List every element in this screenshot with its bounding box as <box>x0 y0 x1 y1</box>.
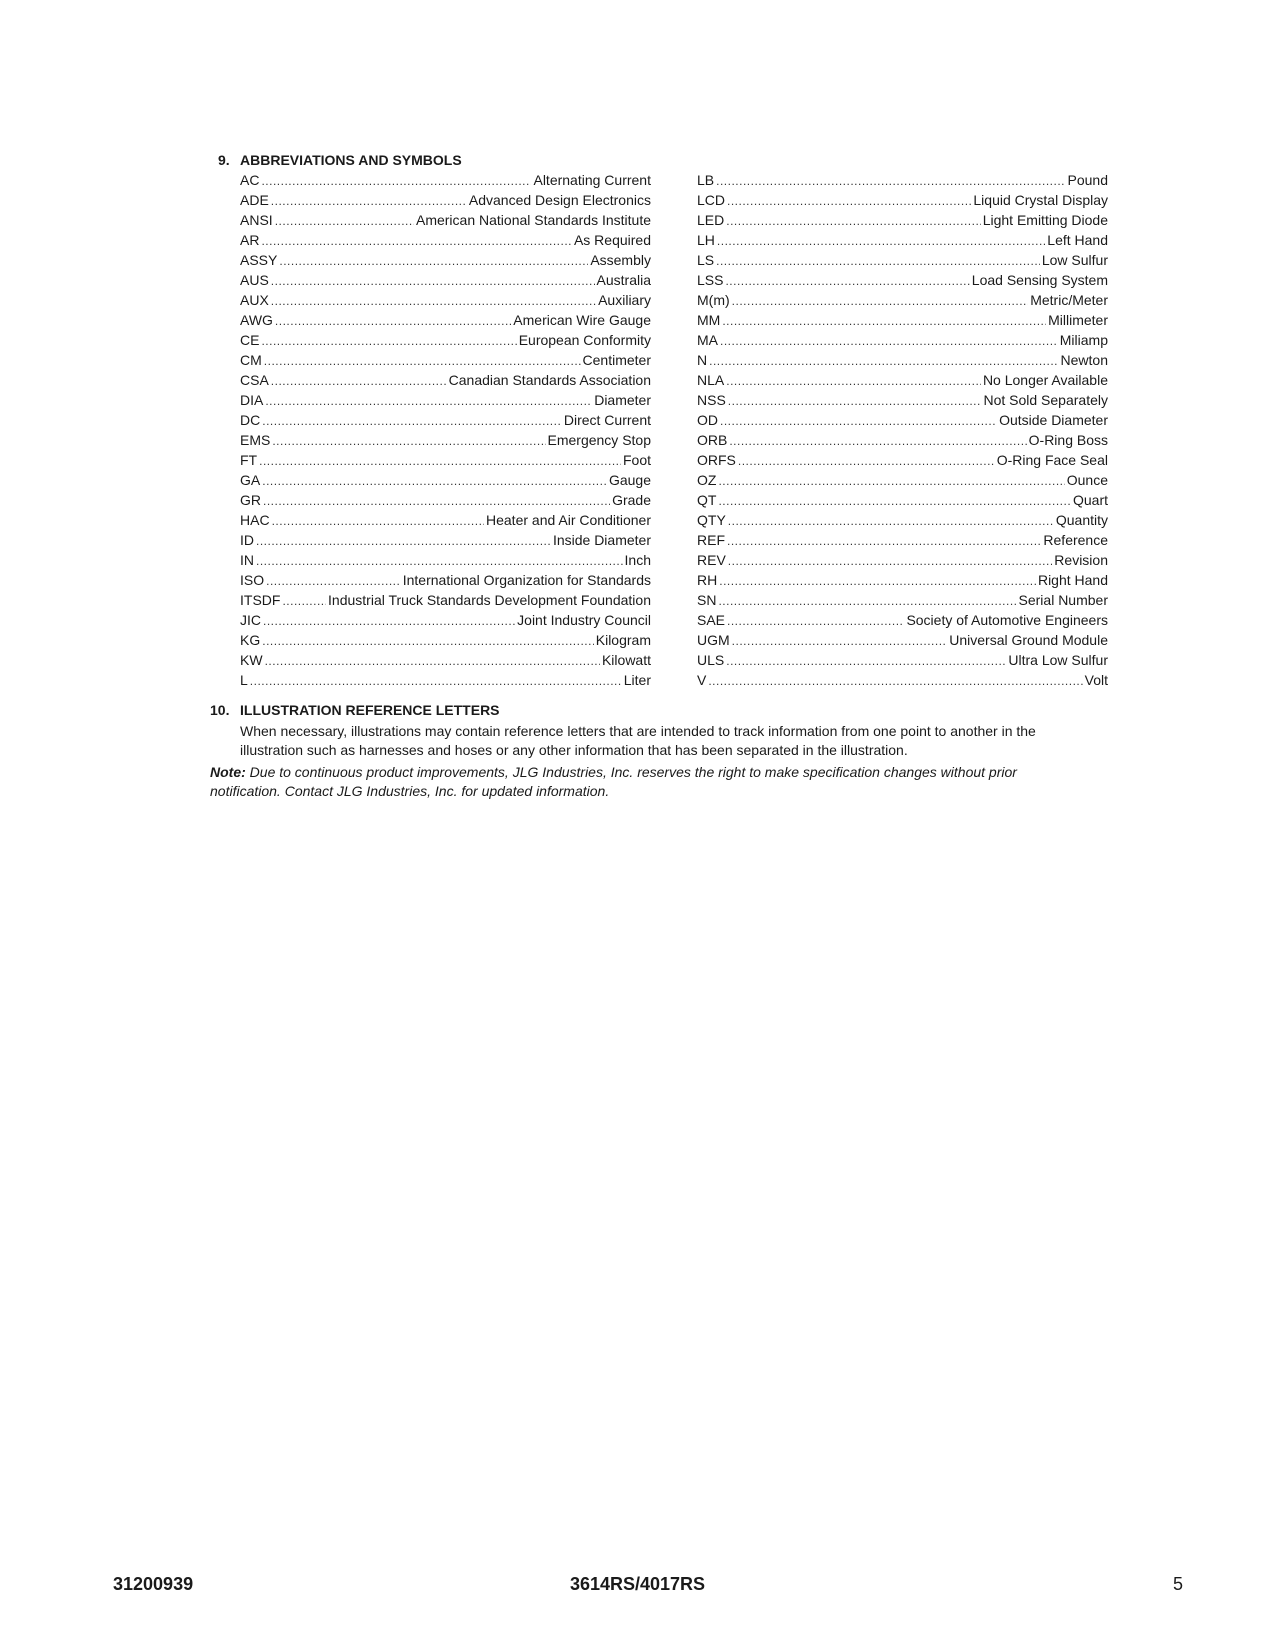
abbreviation-entry <box>697 570 1108 590</box>
section-heading <box>210 700 1100 720</box>
dot-leader <box>720 411 997 430</box>
dot-leader <box>716 251 1040 270</box>
abbreviation: MA <box>697 332 718 348</box>
abbreviation: SAE <box>697 612 726 628</box>
abbreviation-meaning: Load Sensing System <box>971 272 1108 288</box>
dot-leader <box>264 351 581 370</box>
abbreviation-meaning: Joint Industry Council <box>517 612 651 628</box>
abbreviation: OD <box>697 412 718 428</box>
abbreviation-meaning: Centimeter <box>582 352 651 368</box>
abbreviation-meaning: Low Sulfur <box>1041 252 1108 268</box>
abbreviation-entry <box>697 230 1108 250</box>
abbreviation-meaning: Millimeter <box>1048 312 1108 328</box>
dot-leader <box>720 331 1058 350</box>
section-number: 10. <box>210 702 230 718</box>
dot-leader <box>738 451 995 470</box>
abbreviation-meaning: O-Ring Boss <box>1028 432 1108 448</box>
abbreviation: ANSI <box>240 212 273 228</box>
abbreviation: JIC <box>240 612 261 628</box>
abbreviation-meaning: Gauge <box>608 472 651 488</box>
abbreviation: ORB <box>697 432 728 448</box>
dot-leader <box>275 311 511 330</box>
abbreviation-entry <box>240 410 651 430</box>
abbreviation: UGM <box>697 632 730 648</box>
dot-leader <box>728 511 1054 530</box>
dot-leader <box>271 371 447 390</box>
abbreviation-meaning: Right Hand <box>1037 572 1108 588</box>
abbreviation-entry <box>240 270 651 290</box>
abbreviation-meaning: Quantity <box>1055 512 1108 528</box>
abbreviation-meaning: Outside Diameter <box>999 412 1108 428</box>
abbreviation-meaning: Kilogram <box>595 632 651 648</box>
dot-leader <box>261 231 572 250</box>
abbreviations-left-column <box>240 170 651 690</box>
dot-leader <box>261 331 516 350</box>
abbreviation-entry <box>240 170 651 190</box>
dot-leader <box>727 531 1041 550</box>
model-name: 3614RS/4017RS <box>569 1574 706 1594</box>
dot-leader <box>709 351 1058 370</box>
abbreviation-entry <box>697 170 1108 190</box>
abbreviation-entry <box>240 570 651 590</box>
abbreviation-entry <box>697 470 1108 490</box>
abbreviation: OZ <box>697 472 717 488</box>
dot-leader <box>726 371 981 390</box>
abbreviation: N <box>697 352 708 368</box>
abbreviation-meaning: Society of Automotive Engineers <box>906 612 1108 628</box>
abbreviation: QT <box>697 492 717 508</box>
abbreviation-meaning: Pound <box>1067 172 1108 188</box>
abbreviation-meaning: Heater and Air Conditioner <box>486 512 651 528</box>
dot-leader <box>262 411 562 430</box>
abbreviation-entry <box>697 590 1108 610</box>
abbreviation-meaning: Grade <box>612 492 651 508</box>
note-text: Due to continuous product improvements, JLG Industries, Inc. reserves the right to make specification changes without prior notification. Contact JLG Industries, Inc. for updated information. <box>210 764 1017 799</box>
abbreviation: SN <box>697 592 717 608</box>
abbreviation-meaning: Ultra Low Sulfur <box>1008 652 1108 668</box>
abbreviation-entry <box>240 550 651 570</box>
abbreviation-entry <box>240 230 651 250</box>
abbreviation-meaning: Not Sold Separately <box>983 392 1108 408</box>
abbreviation: HAC <box>240 512 270 528</box>
dot-leader <box>718 491 1071 510</box>
abbreviation-meaning: Assembly <box>590 252 651 268</box>
section-number: 9. <box>218 152 230 168</box>
abbreviation: NLA <box>697 372 725 388</box>
dot-leader <box>272 431 545 450</box>
abbreviation: LS <box>697 252 715 268</box>
section-heading <box>218 150 1108 170</box>
abbreviation: LH <box>697 232 715 248</box>
abbreviation-entry <box>697 530 1108 550</box>
abbreviation-entry <box>240 210 651 230</box>
abbreviation: M(m) <box>697 292 730 308</box>
abbreviation-meaning: Liter <box>623 672 651 688</box>
abbreviation-meaning: Quart <box>1072 492 1108 508</box>
abbreviation: KG <box>240 632 261 648</box>
dot-leader <box>271 271 595 290</box>
dot-leader <box>261 171 531 190</box>
abbreviation-meaning: Left Hand <box>1047 232 1108 248</box>
abbreviation-meaning: Advanced Design Electronics <box>468 192 651 208</box>
dot-leader <box>266 571 401 590</box>
dot-leader <box>271 291 596 310</box>
abbreviation-entry <box>697 310 1108 330</box>
dot-leader <box>279 251 588 270</box>
abbreviation-meaning: Liquid Crystal Display <box>973 192 1108 208</box>
abbreviation-entry <box>697 430 1108 450</box>
dot-leader <box>708 671 1082 690</box>
abbreviation-meaning: Kilowatt <box>601 652 651 668</box>
abbreviation: CSA <box>240 372 269 388</box>
abbreviation-meaning: Inside Diameter <box>552 532 651 548</box>
abbreviation: ADE <box>240 192 269 208</box>
dot-leader <box>726 211 980 230</box>
abbreviation-meaning: Diameter <box>594 392 651 408</box>
dot-leader <box>725 271 969 290</box>
abbreviation: DC <box>240 412 261 428</box>
abbreviation: V <box>697 672 707 688</box>
dot-leader <box>726 651 1006 670</box>
dot-leader <box>265 651 600 670</box>
abbreviation: DIA <box>240 392 264 408</box>
abbreviation-entry <box>240 590 651 610</box>
abbreviation: ORFS <box>697 452 736 468</box>
dot-leader <box>718 471 1064 490</box>
abbreviation-entry <box>240 450 651 470</box>
illustration-reference-section <box>210 700 1100 760</box>
abbreviation-entry <box>697 270 1108 290</box>
abbreviation-entry <box>240 650 651 670</box>
abbreviation: GA <box>240 472 261 488</box>
abbreviation: ULS <box>697 652 725 668</box>
abbreviation-entry <box>240 250 651 270</box>
dot-leader <box>727 191 971 210</box>
abbreviation-meaning: International Organization for Standards <box>402 572 651 588</box>
dot-leader <box>719 571 1036 590</box>
abbreviation: LED <box>697 212 725 228</box>
abbreviation-entry <box>697 370 1108 390</box>
dot-leader <box>727 611 904 630</box>
dot-leader <box>263 611 515 630</box>
abbreviation-meaning: Metric/Meter <box>1030 292 1108 308</box>
dot-leader <box>259 451 621 470</box>
dot-leader <box>256 551 623 570</box>
abbreviation-meaning: Canadian Standards Association <box>448 372 651 388</box>
abbreviation: REV <box>697 552 726 568</box>
abbreviation-entry <box>240 370 651 390</box>
section-title: ABBREVIATIONS AND SYMBOLS <box>240 152 462 168</box>
abbreviation: L <box>240 672 248 688</box>
abbreviation-entry <box>240 330 651 350</box>
abbreviation: REF <box>697 532 725 548</box>
abbreviation-entry <box>240 610 651 630</box>
abbreviation: KW <box>240 652 263 668</box>
abbreviation-entry <box>697 670 1108 690</box>
abbreviation: NSS <box>697 392 726 408</box>
abbreviation-entry <box>240 310 651 330</box>
abbreviation-entry <box>697 210 1108 230</box>
abbreviation: AWG <box>240 312 273 328</box>
abbreviation: ID <box>240 532 254 548</box>
abbreviation-entry <box>240 670 651 690</box>
abbreviation-meaning: Miliamp <box>1059 332 1108 348</box>
dot-leader <box>728 391 982 410</box>
dot-leader <box>262 631 594 650</box>
abbreviation-entry <box>240 530 651 550</box>
abbreviation: AUS <box>240 272 269 288</box>
dot-leader <box>717 231 1045 250</box>
abbreviation-meaning: Reference <box>1043 532 1108 548</box>
dot-leader <box>716 171 1065 190</box>
dot-leader <box>718 591 1016 610</box>
abbreviation-meaning: Emergency Stop <box>547 432 651 448</box>
abbreviation-entry <box>240 190 651 210</box>
abbreviation-meaning: American Wire Gauge <box>513 312 651 328</box>
abbreviation: CM <box>240 352 262 368</box>
abbreviation-meaning: Alternating Current <box>533 172 651 188</box>
abbreviation: QTY <box>697 512 726 528</box>
abbreviation: AR <box>240 232 260 248</box>
dot-leader <box>732 631 948 650</box>
abbreviation-meaning: European Conformity <box>518 332 651 348</box>
note <box>210 763 1090 801</box>
abbreviation-meaning: Volt <box>1084 672 1108 688</box>
abbreviation: GR <box>240 492 261 508</box>
abbreviation-meaning: Direct Current <box>563 412 651 428</box>
dot-leader <box>262 471 607 490</box>
abbreviation-entry <box>697 390 1108 410</box>
dot-leader <box>275 211 414 230</box>
abbreviation-meaning: Universal Ground Module <box>949 632 1108 648</box>
abbreviation: EMS <box>240 432 271 448</box>
section-title: ILLUSTRATION REFERENCE LETTERS <box>240 702 500 718</box>
abbreviation-entry <box>240 630 651 650</box>
abbreviation-entry <box>697 190 1108 210</box>
dot-leader <box>729 431 1026 450</box>
abbreviation-entry <box>697 330 1108 350</box>
abbreviation: ASSY <box>240 252 278 268</box>
abbreviation-meaning: No Longer Available <box>982 372 1108 388</box>
abbreviation-meaning: Auxiliary <box>598 292 651 308</box>
abbreviation-entry <box>697 550 1108 570</box>
abbreviation-entry <box>697 490 1108 510</box>
abbreviation-entry <box>240 490 651 510</box>
abbreviation-entry <box>697 630 1108 650</box>
dot-leader <box>722 311 1046 330</box>
abbreviation: CE <box>240 332 260 348</box>
abbreviation-entry <box>697 650 1108 670</box>
abbreviation-entry <box>697 410 1108 430</box>
abbreviation-entry <box>697 450 1108 470</box>
abbreviation-entry <box>697 610 1108 630</box>
dot-leader <box>732 291 1029 310</box>
abbreviation-entry <box>697 350 1108 370</box>
abbreviation: FT <box>240 452 258 468</box>
abbreviation-entry <box>240 510 651 530</box>
abbreviation-meaning: As Required <box>573 232 651 248</box>
document-number: 31200939 <box>113 1574 194 1594</box>
abbreviation-entry <box>240 430 651 450</box>
abbreviation-entry <box>240 390 651 410</box>
abbreviation-meaning: Revision <box>1054 552 1108 568</box>
dot-leader <box>728 551 1053 570</box>
abbreviation: LSS <box>697 272 724 288</box>
dot-leader <box>271 191 467 210</box>
abbreviation: ISO <box>240 572 265 588</box>
abbreviation: AC <box>240 172 260 188</box>
abbreviation-entry <box>240 470 651 490</box>
abbreviation: RH <box>697 572 718 588</box>
note-label: Note: <box>210 764 246 780</box>
abbreviation-meaning: Industrial Truck Standards Development Foundation <box>328 592 651 608</box>
dot-leader <box>282 591 326 610</box>
abbreviation-meaning: American National Standards Institute <box>415 212 651 228</box>
abbreviation-meaning: Inch <box>624 552 651 568</box>
dot-leader <box>265 391 592 410</box>
abbreviation-entry <box>697 510 1108 530</box>
abbreviations-section <box>218 150 1108 688</box>
abbreviation-meaning: Foot <box>622 452 651 468</box>
dot-leader <box>250 671 622 690</box>
abbreviation-entry <box>240 290 651 310</box>
abbreviation: MM <box>697 312 721 328</box>
dot-leader <box>272 511 484 530</box>
abbreviation-meaning: Serial Number <box>1018 592 1108 608</box>
dot-leader <box>263 491 610 510</box>
abbreviation-meaning: Newton <box>1060 352 1108 368</box>
abbreviation-entry <box>697 250 1108 270</box>
abbreviation-meaning: Australia <box>596 272 651 288</box>
abbreviation-entry <box>240 350 651 370</box>
abbreviation-meaning: Light Emitting Diode <box>982 212 1108 228</box>
dot-leader <box>256 531 551 550</box>
abbreviation-meaning: Ounce <box>1066 472 1108 488</box>
page-footer <box>0 1574 1275 1598</box>
abbreviation: IN <box>240 552 254 568</box>
abbreviation-entry <box>697 290 1108 310</box>
abbreviation-meaning: O-Ring Face Seal <box>996 452 1108 468</box>
abbreviation: ITSDF <box>240 592 281 608</box>
abbreviation: LB <box>697 172 715 188</box>
section-body: When necessary, illustrations may contain reference letters that are intended to track information from one point to another in the illustration such as harnesses and hoses or any other information that has been separated in the illustration. <box>240 723 1036 758</box>
abbreviation: AUX <box>240 292 269 308</box>
page-number: 5 <box>1172 1574 1183 1594</box>
abbreviations-right-column <box>697 170 1108 690</box>
abbreviation: LCD <box>697 192 726 208</box>
